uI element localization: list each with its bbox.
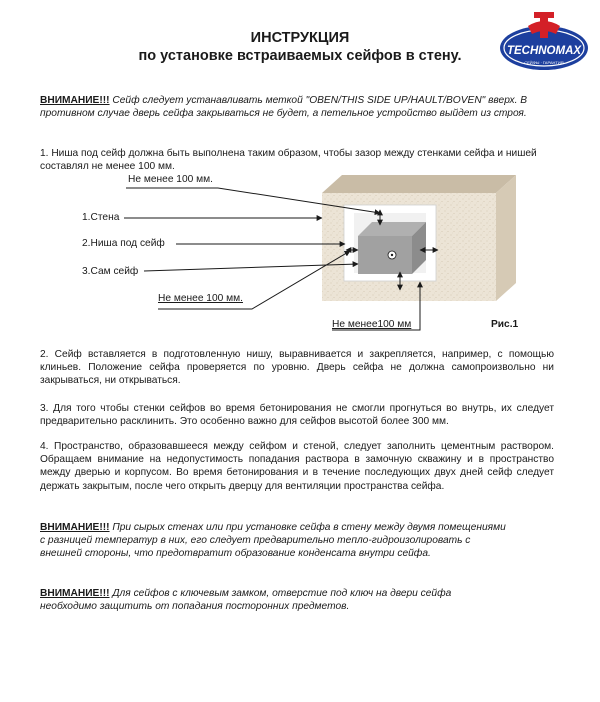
safe-front (358, 236, 412, 274)
label-min-100-bottom: Не менее100 мм (332, 319, 412, 330)
label-wall: 1.Стена (82, 212, 120, 223)
logo-text: TECHNOMAX (506, 45, 582, 57)
wall-side-face (496, 175, 516, 301)
warning-label: ВНИМАНИЕ!!! (40, 95, 110, 106)
label-min-100-top: Не менее 100 мм. (128, 174, 213, 185)
warning-label: ВНИМАНИЕ!!! (40, 588, 110, 599)
wall-top-face (322, 175, 516, 193)
warning-text: Сейф следует устанавливать меткой "OBEN/THIS SIDE UP/HAULT/BOVEN" вверх. В противном случае дверь сейфа закрываться не будет, а петельное устройство выйдет из строя. (40, 95, 528, 120)
label-niche: 2.Ниша под сейф (82, 238, 165, 249)
paragraph-2: 2. Сейф вставляется в подготовленную нишу, выравнивается и закрепляется, например, с помощью клиньев. Положение сейфа проверяется по уровню. Дверь сейфа не должна самопроизвольно ни закрываться, ни открываться. (40, 349, 554, 387)
paragraph-3: 3. Для того чтобы стенки сейфов во время бетонирования не смогли прогнуться во внутрь, их следует предварительно расклинить. Это особенно важно для сейфов высотой более 300 мм. (40, 403, 554, 428)
paragraph-4: 4. Пространство, образовавшееся между сейфом и стеной, следует заполнить цементным раствором. Обращаем внимание на недопустимость попадания раствора в замочную скважину и в пространство между дверью и корпусом. Во время бетонирования и в течение последующих двух дней сейф следует держать закрытым, после чего открыть дверцу для вентиляции пространства сейфа. (40, 441, 554, 492)
warning-paragraph-3 (40, 587, 510, 613)
logo-subtext: СЕЙФЫ · ГАРАНТИЯ (524, 60, 564, 65)
warning-paragraph-2 (40, 521, 510, 561)
label-safe: 3.Сам сейф (82, 266, 139, 277)
label-min-100-left: Не менее 100 мм. (158, 293, 243, 304)
warning-label: ВНИМАНИЕ!!! (40, 522, 110, 533)
document-title: ИНСТРУКЦИЯ (250, 30, 350, 46)
warning-text: При сырых стенах или при установке сейфа в стену между двумя помещениями с разницей температур в них, его следует предварительно тепло-гидроизолировать с внешней стороны, что предотвратит образование конденсата внутри сейфа. (40, 522, 506, 560)
paragraph-1: 1. Ниша под сейф должна быть выполнена таким образом, чтобы зазор между стенками сейфа и нишей составлял не менее 100 мм. (40, 148, 537, 173)
warning-text: Для сейфов с ключевым замком, отверстие под ключ на двери сейфа необходимо защитить от попадания посторонних предметов. (40, 588, 452, 613)
document-subtitle: по установке встраиваемых сейфов в стену. (138, 48, 462, 64)
figure-caption: Рис.1 (491, 319, 519, 330)
